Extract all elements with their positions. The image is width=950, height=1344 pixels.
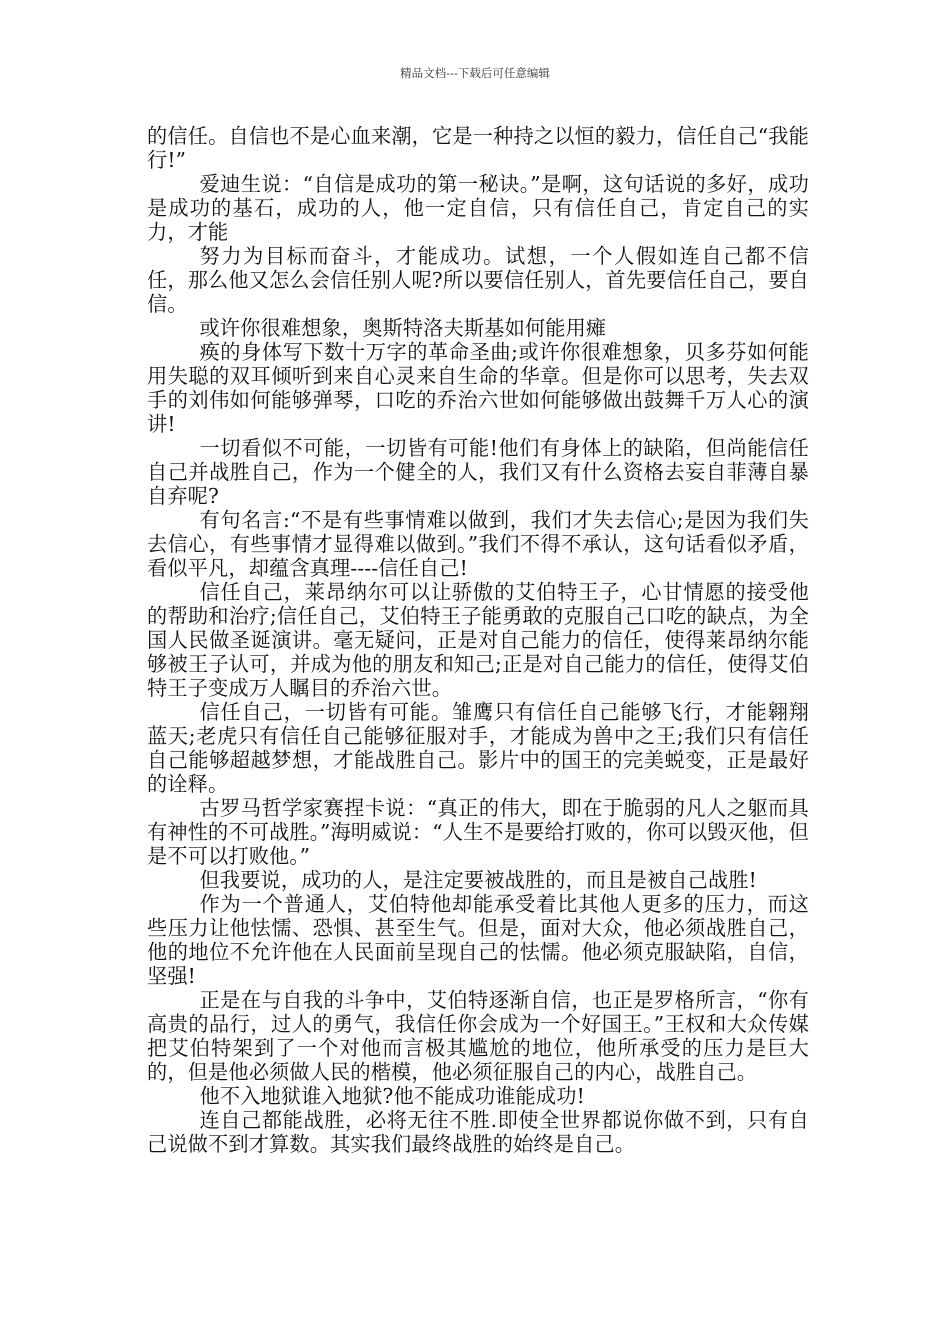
- paragraph: 他不入地狱谁入地狱?他不能成功谁能成功!: [199, 1084, 585, 1108]
- paragraph: 或许你很难想象，奥斯特洛夫斯基如何能用瘫: [199, 316, 607, 340]
- paragraph: 作为一个普通人，艾伯特他却能承受着比其他人更多的压力，而这些压力让他怯懦、恐惧、甚至生气。但是，面对大众，他必须战胜自己，他的地位不允许他在人民面前呈现自己的怯懦。他必须克服缺陷，自信，坚强!: [147, 892, 809, 988]
- paragraph: 信任自己，莱昂纳尔可以让骄傲的艾伯特王子，心甘情愿的接受他的帮助和治疗;信任自己，艾伯特王子能勇敢的克服自己口吃的缺点，为全国人民做圣诞演讲。毫无疑问，正是对自己能力的信任，使得莱昂纳尔能够被王子认可，并成为他的朋友和知己;正是对自己能力的信任，使得艾伯特王子变成万人瞩目的乔治六世。: [147, 580, 809, 700]
- paragraph: 连自己都能战胜，必将无往不胜.即使全世界都说你做不到，只有自己说做不到才算数。其实我们最终战胜的始终是自己。: [147, 1108, 809, 1156]
- paragraph: 古罗马哲学家赛捏卡说：“真正的伟大，即在于脆弱的凡人之躯而具有神性的不可战胜。”海明威说：“人生不是要给打败的，你可以毁灭他，但是不可以打败他。”: [147, 796, 809, 868]
- paragraph: 爱迪生说：“自信是成功的第一秘诀。”是啊，这句话说的多好，成功是成功的基石，成功的人，他一定自信，只有信任自己，肯定自己的实力，才能: [147, 172, 809, 244]
- document-body: [147, 124, 809, 1156]
- paragraph: 信任自己，一切皆有可能。雏鹰只有信任自己能够飞行，才能翱翔蓝天;老虎只有信任自己能够征服对手，才能成为兽中之王;我们只有信任自己能够超越梦想，才能战胜自己。影片中的国王的完美蜕变，正是最好的诠释。: [147, 700, 809, 796]
- paragraph: 有句名言:“不是有些事情难以做到，我们才失去信心;是因为我们失去信心，有些事情才显得难以做到。”我们不得不承认，这句话看似矛盾，看似平凡，却蕴含真理----信任自己!: [147, 508, 809, 580]
- paragraph: 但我要说，成功的人，是注定要被战胜的，而且是被自己战胜!: [199, 868, 757, 892]
- page-header: 精品文档---下载后可任意编辑: [400, 66, 550, 80]
- paragraph: 一切看似不可能，一切皆有可能!他们有身体上的缺陷，但尚能信任自己并战胜自己，作为一个健全的人，我们又有什么资格去妄自菲薄自暴自弃呢?: [147, 436, 809, 508]
- paragraph: 正是在与自我的斗争中，艾伯特逐渐自信，也正是罗格所言，“你有高贵的品行，过人的勇气，我信任你会成为一个好国王。”王权和大众传媒把艾伯特架到了一个对他而言极其尴尬的地位，他所承受的压力是巨大的，但是他必须做人民的楷模，他必须征服自己的内心，战胜自己。: [147, 988, 809, 1084]
- paragraph: 的信任。自信也不是心血来潮，它是一种持之以恒的毅力，信任自己“我能行!”: [147, 124, 809, 172]
- paragraph: 痪的身体写下数十万字的革命圣曲;或许你很难想象，贝多芬如何能用失聪的双耳倾听到来自心灵来自生命的华章。但是你可以思考，失去双手的刘伟如何能够弹琴，口吃的乔治六世如何能够做出鼓舞千万人心的演讲!: [147, 340, 809, 436]
- paragraph: 努力为目标而奋斗，才能成功。试想，一个人假如连自己都不信任，那么他又怎么会信任别人呢?所以要信任别人，首先要信任自己，要自信。: [147, 244, 809, 316]
